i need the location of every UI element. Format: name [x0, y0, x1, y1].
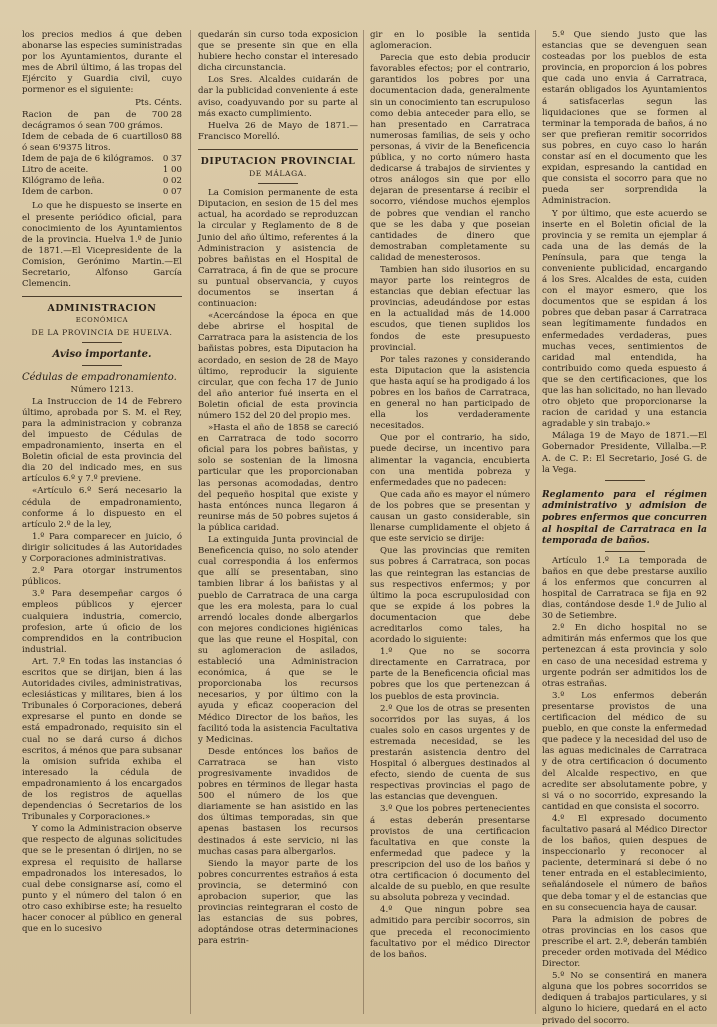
paragraph: La Comision permanente de esta Diputacion, en sesion de 15 del mes actual, ha acordado se reproduzcan la circular y Reglamento de 8 de Junio del año último, referentes á la Administracion y asistencia de pobres bañistas en el Hospital de Carratraca, á fin de que se procure su puntual observancia, y cuyos documentos se insertan á continuacion: [198, 188, 358, 310]
closing-paragraph: Lo que he dispuesto se inserte en el presente periódico oficial, para conocimiento de los Ayuntamientos de la provincia. Huelva 1.º de Junio de 1871.—El Vicepresidente de la Comision, Gerónimo Martin.—El Secretario, Alfonso García Clemencin. [22, 201, 182, 290]
row-value: 0 28 [162, 109, 182, 120]
paragraph: Tambien han sido ilusorios en su mayor parte los reintegros de estancias que debian efectuar las provincias, adeudándose por estas en la actualidad más de 14.000 escudos, que tienen suplidos los fondos de este presupuesto provincial. [370, 264, 530, 353]
section-subtitle: ECONÓMICA [75, 316, 129, 325]
paragraph: gir en lo posible la sentida aglomeracion. [370, 30, 530, 52]
paragraph: 2.º Que los de otras se presenten socorridos por las suyas, á los cuales solo en casos urgentes y de estremada necesidad, se les prestarán asistencia dentro del Hospital ó albergues destinados al efecto, siendo de cuenta de sus respectivas provincias el pago de las estancias que devenguen. [370, 703, 530, 803]
section-subtitle: DE MÁLAGA. [249, 169, 307, 179]
signature: Huelva 26 de Mayo de 1871.—Francisco Morelló. [198, 120, 358, 142]
paragraph: Y como la Administracion observe que respecto de algunas solicitudes que se le presentan ó dirijen, no se expresa el requisito de hallarse empadronados los interesados, lo cual debe consignarse así, como el punto y el número del talon ó en otro caso exhibirse este; ha resuelto hacer conocer al público en general que en lo sucesivo [22, 824, 182, 935]
paragraph: 5.º No se consentirá en manera alguna que los pobres socorridos se dediquen á trabajos particulares, y si alguno lo hiciere, quedará en el acto privado del socorro. [542, 971, 707, 1026]
paragraph: Que por el contrario, ha sido, puede decirse, un incentivo para alimentar la vagancia, encubierta con una mentida pobreza y enfermedades que no padecen: [370, 433, 530, 488]
paragraph: Desde entónces los baños de Carratraca se han visto progresivamente invadidos de pobres en términos de llegar hasta 500 el número de los que diariamente se han asistido en las dos últimas temporadas, sin que apenas bastasen los recursos destinados á este servicio, ni las muchas casas para albergarlos. [198, 746, 358, 857]
row-value: 0 88 [162, 131, 182, 142]
column-divider [535, 30, 536, 1014]
row-label: Litro de aceite. [22, 165, 89, 176]
reglamento-title: Reglamento para el régimen administrativo y admision de pobres enfermos que concurren al hospital de Carratraca en la temporada de baños. [542, 488, 707, 547]
paragraph: Que cada año es mayor el número de los pobres que se presentan y causan un gasto considerable, sin llenarse cumplidamente el objeto á que este servicio se dirije: [370, 489, 530, 545]
paragraph: Los Sres. Alcaldes cuidarán de dar la publicidad conveniente á este aviso, coadyuvando por su parte al más exacto cumplimiento. [198, 75, 358, 119]
paragraph: 1.º Que no se socorra directamente en Carratraca, por parte de la Beneficencia oficial mas pobres que los que pertenezcan á los pueblos de esta provincia. [370, 647, 530, 702]
paragraph: 2.º Para otorgar instrumentos públicos. [22, 566, 182, 588]
divider [82, 342, 122, 343]
paragraph: »Hasta el año de 1858 se careció en Carratraca de todo socorro oficial para los pobres bañistas, y solo se sostenian de la limosna particular que les proporcionaban las personas acomodadas, dentro del pequeño hospital que existe y hasta entónces nunca llegaron á reunirse más de 50 pobres sujetos á la pública caridad. [198, 423, 358, 533]
paragraph: Por tales razones y considerando esta Diputacion que la asistencia que hasta aquí se ha prodigado á los pobres en los baños de Carratraca, en general no han participado de ella los verdaderamente necesitados. [370, 354, 530, 432]
divider [82, 365, 122, 366]
section-line: DE LA PROVINCIA DE HUELVA. [31, 328, 173, 338]
paragraph: Parecia que esto debia producir favorables efectos; por el contrario, garantidos los pobres por una documentacion dada, generalmente sin un conocimiento tan escrupuloso como debia anteceder para ello, se han presentado en Carratraca numerosas familias, de seis y ocho personas, á vivir de la Beneficencia pública, y no corto número hasta dedicarse á trabajos de sirvientes y otros análogos sin que por ello dejaran de presentarse á recibir el socorro, viéndose muchos ejemplos de pobres que vendian el rancho que se les daba y que poseian cantidades de dinero que demostraban completamente su calidad de menesterosos. [370, 53, 530, 263]
row-label: Idem de paja de 6 kilógramos. [22, 154, 154, 165]
paragraph: «Acercándose la época en que debe abrirse el hospital de Carratraca para la asistencia de los bañistas pobres, esta Diputacion ha acordado, en sesion de 28 de Mayo último, reproducir la siguiente circular, que con fecha 17 de Junio del año anterior fué inserta en el Boletin oficial de esta provincia número 152 del 20 del propio mes. [198, 311, 358, 421]
column-4 [542, 30, 707, 1026]
table-row [22, 176, 182, 187]
paragraph: 4.º El expresado documento facultativo pasará al Médico Director de los baños, quien despues de inspeccionarlo y reconocer al paciente, determinará si debe ó no tener entrada en el establecimiento, señalándosele el número de baños que deba tomar y el de estancias que en su consecuencia haya de causar. [542, 813, 707, 913]
table-row [22, 154, 182, 165]
row-value: 0 07 [162, 187, 182, 198]
paragraph: 4.º Que ningun pobre sea admitido para percibir socorros, sin que preceda el reconocimiento facultativo por el médico Director de los baños. [370, 905, 530, 960]
numero: Número 1213. [70, 384, 134, 395]
row-value: 1 00 [162, 165, 182, 176]
table-row [22, 187, 182, 198]
column-3 [370, 30, 530, 1020]
divider [258, 183, 298, 184]
divider [198, 149, 358, 150]
table-header: Pts. Cénts. [135, 97, 182, 108]
aviso-heading: Aviso importante. [52, 349, 152, 361]
paragraph: Para la admision de pobres de otras provincias en los casos que prescribe el art. 2.º, deberán también preceder orden motivada del Médico Director. [542, 914, 707, 970]
table-row [22, 132, 182, 154]
row-label: Kilógramo de leña. [22, 176, 105, 187]
column-divider [190, 30, 191, 1014]
divider [22, 296, 182, 297]
paragraph: «Artículo 6.º Será necesario la cédula de empadronamiento, conforme á lo dispuesto en el artículo 2.º de la ley, [22, 486, 182, 530]
paragraph: Artículo 1.º La temporada de baños en que debe prestarse auxilio á los enfermos que concurren al hospital de Carratraca se fija en 92 dias, contándose desde 1.º de Julio al 30 de Setiembre. [542, 555, 707, 622]
row-value: 0 37 [162, 154, 182, 165]
paragraph: quedarán sin curso toda exposicion que se presente sin que en ella hubiere hecho constar el interesado dicha circunstancia. [198, 30, 358, 74]
paragraph: 3.º Que los pobres pertenecientes á estas deberán presentarse provistos de una certificacion facultativa en que conste la enfermedad que padece y la prescripcion del uso de los baños y otra certificacion ó documento del alcalde de su pueblo, en que resulte su absoluta pobreza y vecindad. [370, 804, 530, 904]
paragraph: Que las provincias que remiten sus pobres á Carratraca, son pocas las que reintegran las estancias de sus respectivos enfermos; y por último la poca escrupulosidad con que se expide á los pobres la documentacion que debe acreditarlos como tales, ha acordado lo siguiente: [370, 546, 530, 646]
paragraph: 3.º Los enfermos deberán presentarse provistos de una certificacion del médico de su pueblo, en que conste la enfermedad que padece y la necesidad del uso de las aguas medicinales de Carratraca y de otra certificacion ó documento del Alcalde respectivo, en que acredite ser absolutamente pobre, y si vá o no socorrido, expresando la cantidad en que consista el socorro. [542, 690, 707, 812]
row-label: Racion de pan de 70 decágramos ó sean 700 grámos. [22, 109, 163, 131]
paragraph: La Instruccion de 14 de Febrero último, aprobada por S. M. el Rey, para la administracion y cobranza del impuesto de Cédulas de empadronamiento, inserta en el Boletin oficial de esta provincia del dia 20 del indicado mes, en sus artículos 6.º y 7.º previene. [22, 396, 182, 485]
column-1 [22, 30, 182, 1020]
section-title: ADMINISTRACION [47, 303, 157, 315]
table-row [22, 110, 182, 132]
row-value: 0 02 [162, 176, 182, 187]
paragraph: 3.º Para desempeñar cargos ó empleos públicos y ejercer cualquiera industria, comercio, profesion, arte ú oficio de los comprendidos en la contribucion industrial. [22, 589, 182, 655]
column-2 [198, 30, 358, 1020]
paragraph: Y por último, que este acuerdo se inserte en el Boletin oficial de la provincia y se remita un ejemplar á cada una de las demás de la Península, para que tenga la conveniente publicidad, encargando á los Sres. Alcaldes de esta, cuiden con el mayor esmero, que los documentos que se espidan á los pobres que deban pasar á Carratraca sean legítimamente fundados en enfermedades verdaderas, pues muchas veces, sentimientos de caridad mal entendida, ha contribuido como queda espuesto á que se den certificaciones, que los que las han solicitado, no han llevado otro objeto que proporcionarse la racion de caridad y una estancia agradable y sin trabajo.» [542, 208, 707, 430]
prices-table [22, 110, 182, 199]
divider [605, 480, 645, 481]
paragraph: La extinguida Junta provincial de Beneficencia quiso, no solo atender cual correspondia á los enfermos que allí se presentaban, sino tambien librar á los bañistas y al pueblo de Carratraca de una carga que les era molesta, para lo cual arrendó locales donde albergarlos con mejores condiciones higiénicas que las que reune el Hospital, con su aglomeracion de asilados, estableció una Administracion económica, á que se le proporcionaba los recursos necesarios, y por último con la ayuda y eficaz cooperacion del Médico Director de los baños, les facilitó toda la asistencia Facultativa y Medicinas. [198, 535, 358, 745]
divider [605, 551, 645, 552]
signature: Málaga 19 de Mayo de 1871.—El Gobernador Presidente, Villalba.—P. A. de C. P.: El Secretario, José G. de la Vega. [542, 431, 707, 475]
intro-paragraph: los precios medios á que deben abonarse las especies suministradas por los Ayuntamientos, durante el mes de Abril último, á las tropas del Ejército y Guardia civil, cuyo pormenor es el siguiente: [22, 30, 182, 96]
row-label: Idem de cebada de 6 cuartillos ó sean 6'9375 litros. [22, 131, 163, 153]
table-row [22, 165, 182, 176]
row-label: Idem de carbon. [22, 187, 94, 198]
paragraph: 5.º Que siendo justo que las estancias que se devenguen sean costeadas por los pueblos de esta provincia, en proporcion á los pobres que cada uno envia á Carratraca, estarán obligados los Ayuntamientos á satisfacerlas segun las liquidaciones que se formen al terminar la temporada de baños, á no ser que prefieran remitir socorridos sus pobres, en cuyo caso lo harán constar así en el documento que les expidan, espresando la cantidad en que consista el socorro para que no pueda ser sorprendida la Administracion. [542, 30, 707, 207]
cedulas-heading: Cédulas de empadronamiento. [22, 371, 177, 383]
column-divider [363, 30, 364, 1014]
paragraph: Art. 7.º En todas las instancias ó escritos que se dirijan, bien á las Autoridades civiles, administrativas, eclesiásticas y militares, bien á los Tribunales ó Corporaciones, deberá expresarse el punto en donde se está empadronado, requisito sin el cual no se dará curso á dichos escritos, á ménos que para subsanar la omision sufrida exhiba el interesado la cédula de empadronamiento á los encargados de los registros de aquellas dependencias ó Secretarios de los Tribunales y Corporaciones.» [22, 656, 182, 823]
paragraph: 2.º En dicho hospital no se admitirán más enfermos que los que pertenezcan á esta provincia y solo en caso de una necesidad estrema y urgente podrán ser admitidos los de otras estrañas. [542, 623, 707, 689]
paragraph: 1.º Para comparecer en juicio, ó dirigir solicitudes á las Autoridades y Corporaciones administrativas. [22, 531, 182, 565]
paragraph: Siendo la mayor parte de los pobres concurrentes estraños á esta provincia, se determinó con aprobacion superior, que las provincias reintegraran el costo de las estancias de sus pobres, adoptándose otras determinaciones para estrin- [198, 858, 358, 947]
section-title: DIPUTACION PROVINCIAL [200, 155, 356, 167]
